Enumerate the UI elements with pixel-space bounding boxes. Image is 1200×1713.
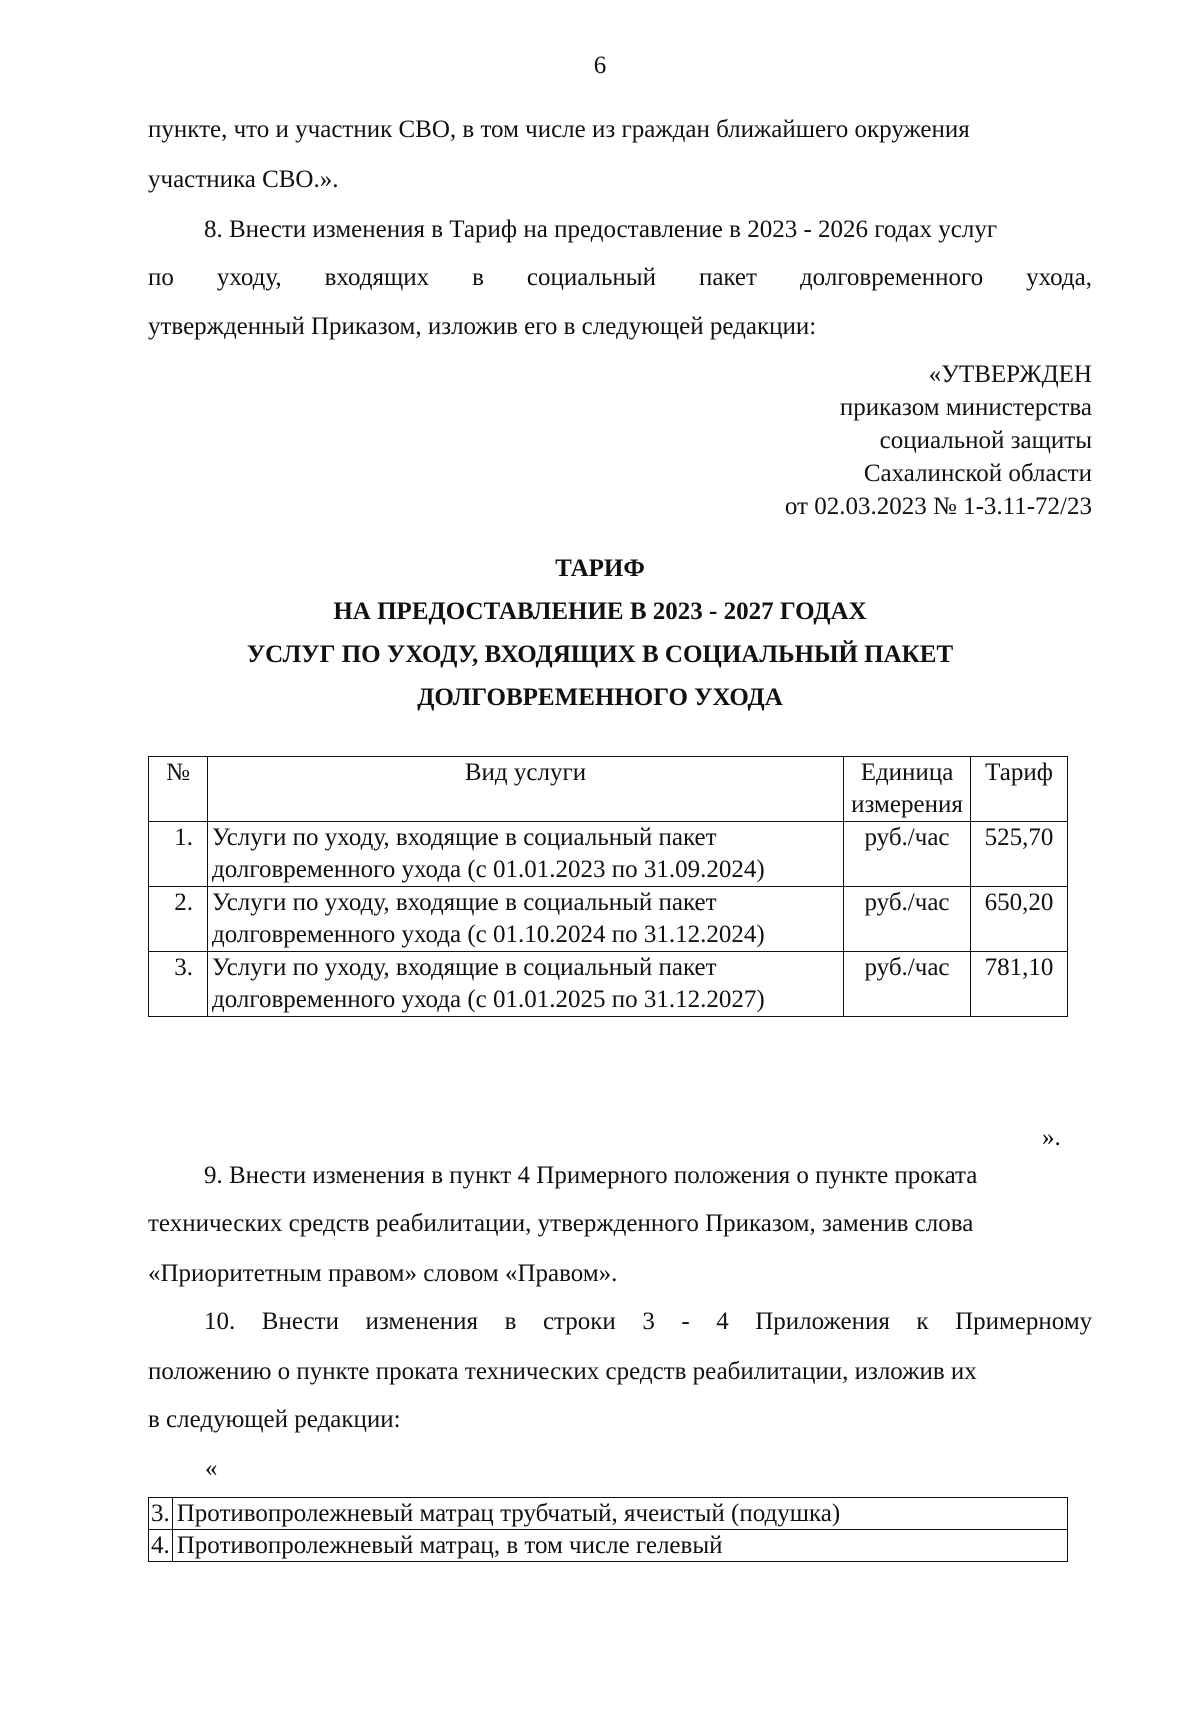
header-tariff: Тариф xyxy=(971,757,1068,822)
paragraph-10-line-1: 10. Внести изменения в строки 3 - 4 Приложения к Примерному xyxy=(204,1308,1093,1335)
paragraph-9-line-2: технических средств реабилитации, утвержденного Приказом, заменив слова xyxy=(148,1210,974,1237)
tariff-table xyxy=(148,756,1068,1017)
paragraph-10-line-3: в следующей редакции: xyxy=(148,1406,401,1433)
document-subtitle: УСЛУГ ПО УХОДУ, ВХОДЯЩИХ В СОЦИАЛЬНЫЙ ПАКЕТ xyxy=(246,641,954,668)
closing-quote: ». xyxy=(1042,1124,1061,1151)
page-number: 6 xyxy=(593,52,607,79)
paragraph-10-line-2: положению о пункте проката технических средств реабилитации, изложив их xyxy=(148,1358,977,1385)
document-subtitle: НА ПРЕДОСТАВЛЕНИЕ В 2023 - 2027 ГОДАХ xyxy=(333,598,867,625)
table-row: 1. Услуги по уходу, входящие в социальный пакет долговременного ухода (с 01.01.2023 по 31.09.2024) руб./час 525,70 xyxy=(149,822,1068,887)
table-row: 2. Услуги по уходу, входящие в социальный пакет долговременного ухода (с 01.10.2024 по 31.12.2024) руб./час 650,20 xyxy=(149,887,1068,952)
header-service: Вид услуги xyxy=(208,757,844,822)
approval-stamp-block: «УТВЕРЖДЕН приказом министерства социальной защиты Сахалинской области от 02.03.2023 № 1-3.11-72/23 xyxy=(784,361,1092,520)
table-header-row xyxy=(149,757,1068,822)
paragraph-8-line-2: по уходу, входящих в социальный пакет долговременного ухода, xyxy=(148,264,1093,291)
header-number: № xyxy=(149,757,208,822)
paragraph-8-line-1: 8. Внести изменения в Тариф на предоставление в 2023 - 2026 годах услуг xyxy=(204,216,998,243)
table-row: 3. Противопролежневый матрац трубчатый, ячеистый (подушка) xyxy=(149,1498,1068,1530)
table-row: 3. Услуги по уходу, входящие в социальный пакет долговременного ухода (с 01.01.2025 по 31.12.2027) руб./час 781,10 xyxy=(149,952,1068,1017)
opening-quote: « xyxy=(205,1455,218,1482)
header-unit: Единица измерения xyxy=(844,757,971,822)
document-subtitle: ДОЛГОВРЕМЕННОГО УХОДА xyxy=(417,684,783,711)
text-line: пункте, что и участник СВО, в том числе из граждан ближайшего окружения xyxy=(148,116,970,143)
paragraph-9-line-3: «Приоритетным правом» словом «Правом». xyxy=(148,1260,618,1287)
paragraph-9-line-1: 9. Внести изменения в пункт 4 Примерного положения о пункте проката xyxy=(204,1162,978,1189)
paragraph-8-line-3: утвержденный Приказом, изложив его в следующей редакции: xyxy=(148,313,817,340)
document-title: ТАРИФ xyxy=(555,555,645,582)
text-line: участника СВО.». xyxy=(148,166,339,193)
table-row: 4. Противопролежневый матрац, в том числе гелевый xyxy=(149,1530,1068,1562)
items-table xyxy=(148,1497,1068,1562)
